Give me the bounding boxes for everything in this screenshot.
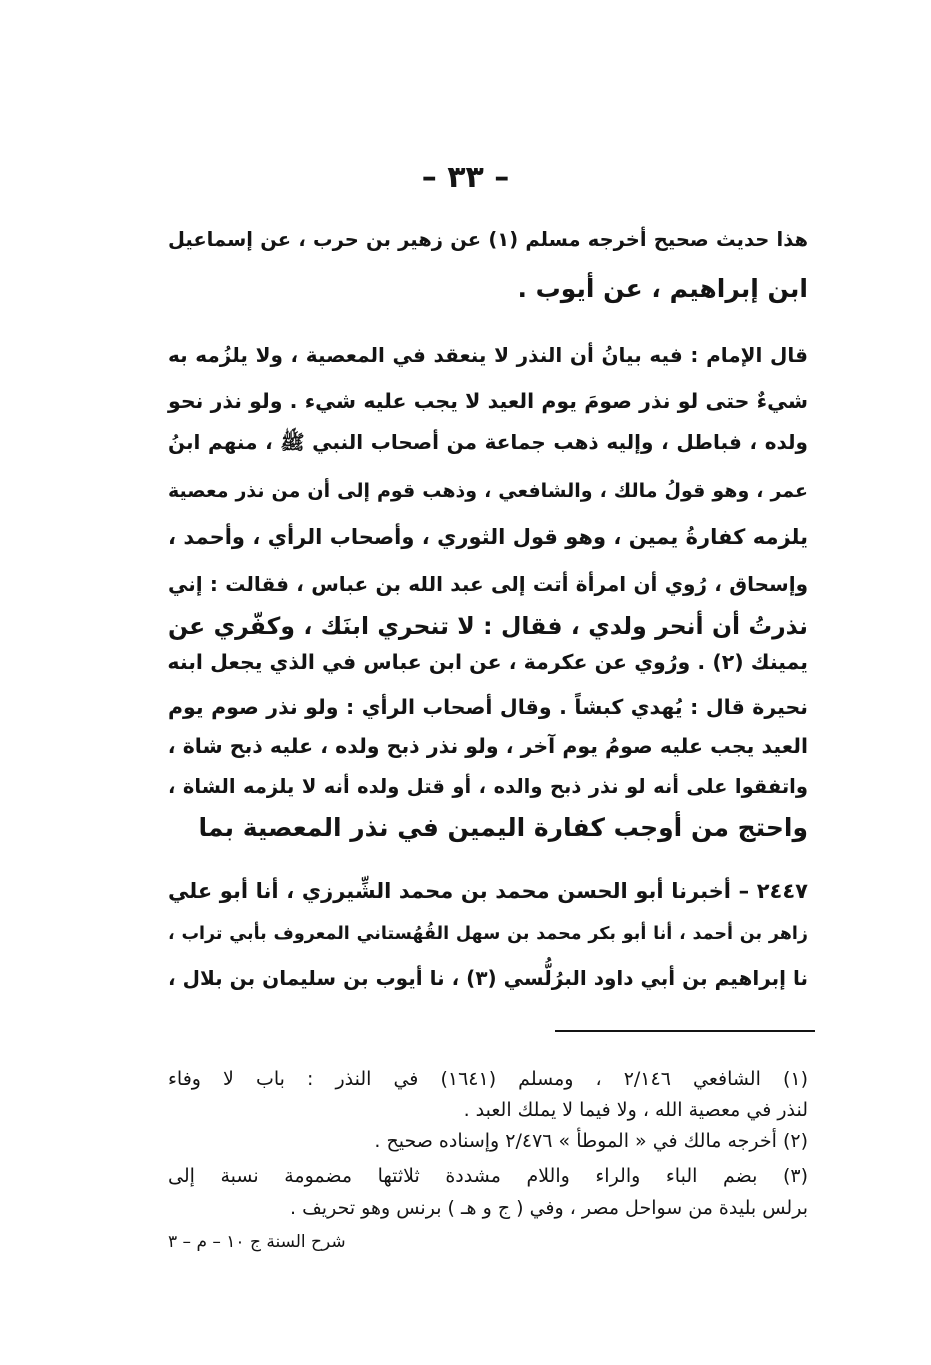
text-line: شيءٌ حتى لو نذر صومَ يوم العيد لا يجب عليه شيء . ولو نذر نحو: [168, 389, 808, 413]
page-number: – ٣٣ –: [421, 160, 510, 195]
text-line: نا إبراهيم بن أبي داود البرُلُّسي (٣) ، نا أيوب بن سليمان بن بلال ،: [168, 966, 809, 990]
text-line: نحيرة قال : يُهدي كبشاً . وقال أصحاب الرأي : ولو نذر صوم يوم: [168, 695, 808, 719]
text-line: واحتج من أوجب كفارة اليمين في نذر المعصية بما: [198, 813, 808, 842]
text-line: وإسحاق ، رُوي أن امرأة أتت إلى عبد الله بن عباس ، فقالت : إني: [168, 572, 808, 596]
text-line: يلزمه كفارةُ يمين ، وهو قول الثوري ، وأصحاب الرأي ، وأحمد ،: [168, 525, 808, 549]
text-line: ٢٤٤٧ – أخبرنا أبو الحسن محمد بن محمد الشِّيرزي ، أنا أبو علي: [168, 879, 808, 903]
footnote-line: (١) الشافعي ٢/١٤٦ ، ومسلم (١٦٤١) في النذر : باب لا وفاء: [168, 1068, 808, 1090]
text-line: العيد يجب عليه صومُ يوم آخر ، ولو نذر ذبح ولده ، عليه ذبح شاة ،: [167, 734, 808, 758]
text-line: زاهر بن أحمد ، أنا أبو بكر محمد بن سهل القُهُستاني المعروف بأبي تراب ،: [168, 924, 808, 944]
signature-mark: شرح السنة ج ١٠ – م – ٣: [168, 1232, 346, 1252]
footnote-line: (٢) أخرجه مالك في « الموطأ » ٢/٤٧٦ وإسناده صحيح .: [374, 1130, 808, 1152]
footnote-line: لنذر في معصية الله ، ولا فيما لا يملك العبد .: [463, 1099, 808, 1121]
text-line: قال الإمام : فيه بيانُ أن النذر لا ينعقد في المعصية ، ولا يلزُمه به: [168, 343, 808, 367]
text-line: ابن إبراهيم ، عن أيوب .: [517, 274, 808, 303]
text-line: عمر ، وهو قولُ مالك ، والشافعي ، وذهب قوم إلى أن من نذر معصية: [168, 480, 808, 502]
text-line: ولده ، فباطل ، وإليه ذهب جماعة من أصحاب النبي ﷺ ، منهم ابنُ: [168, 430, 808, 454]
footnote-line: برلس بليدة من سواحل مصر ، وفي ( ج و هـ ) برنس وهو تحريف .: [290, 1197, 808, 1219]
footnote-line: (٣) بضم الباء والراء واللام مشددة ثلاثتها مضمومة نسبة إلى: [168, 1165, 808, 1187]
text-line: يمينك (٢) . ورُوي عن عكرمة ، عن ابن عباس في الذي يجعل ابنه: [167, 650, 808, 674]
footnote-separator: [555, 1030, 815, 1032]
text-line: هذا حديث صحيح أخرجه مسلم (١) عن زهير بن حرب ، عن إسماعيل: [168, 228, 808, 251]
text-line: واتفقوا على أنه لو نذر ذبح والده ، أو قتل ولده أنه لا يلزمه الشاة ،: [168, 775, 808, 798]
text-line: نذرتُ أن أنحر ولدي ، فقال : لا تنحري ابنَك ، وكفّري عن: [168, 612, 808, 640]
